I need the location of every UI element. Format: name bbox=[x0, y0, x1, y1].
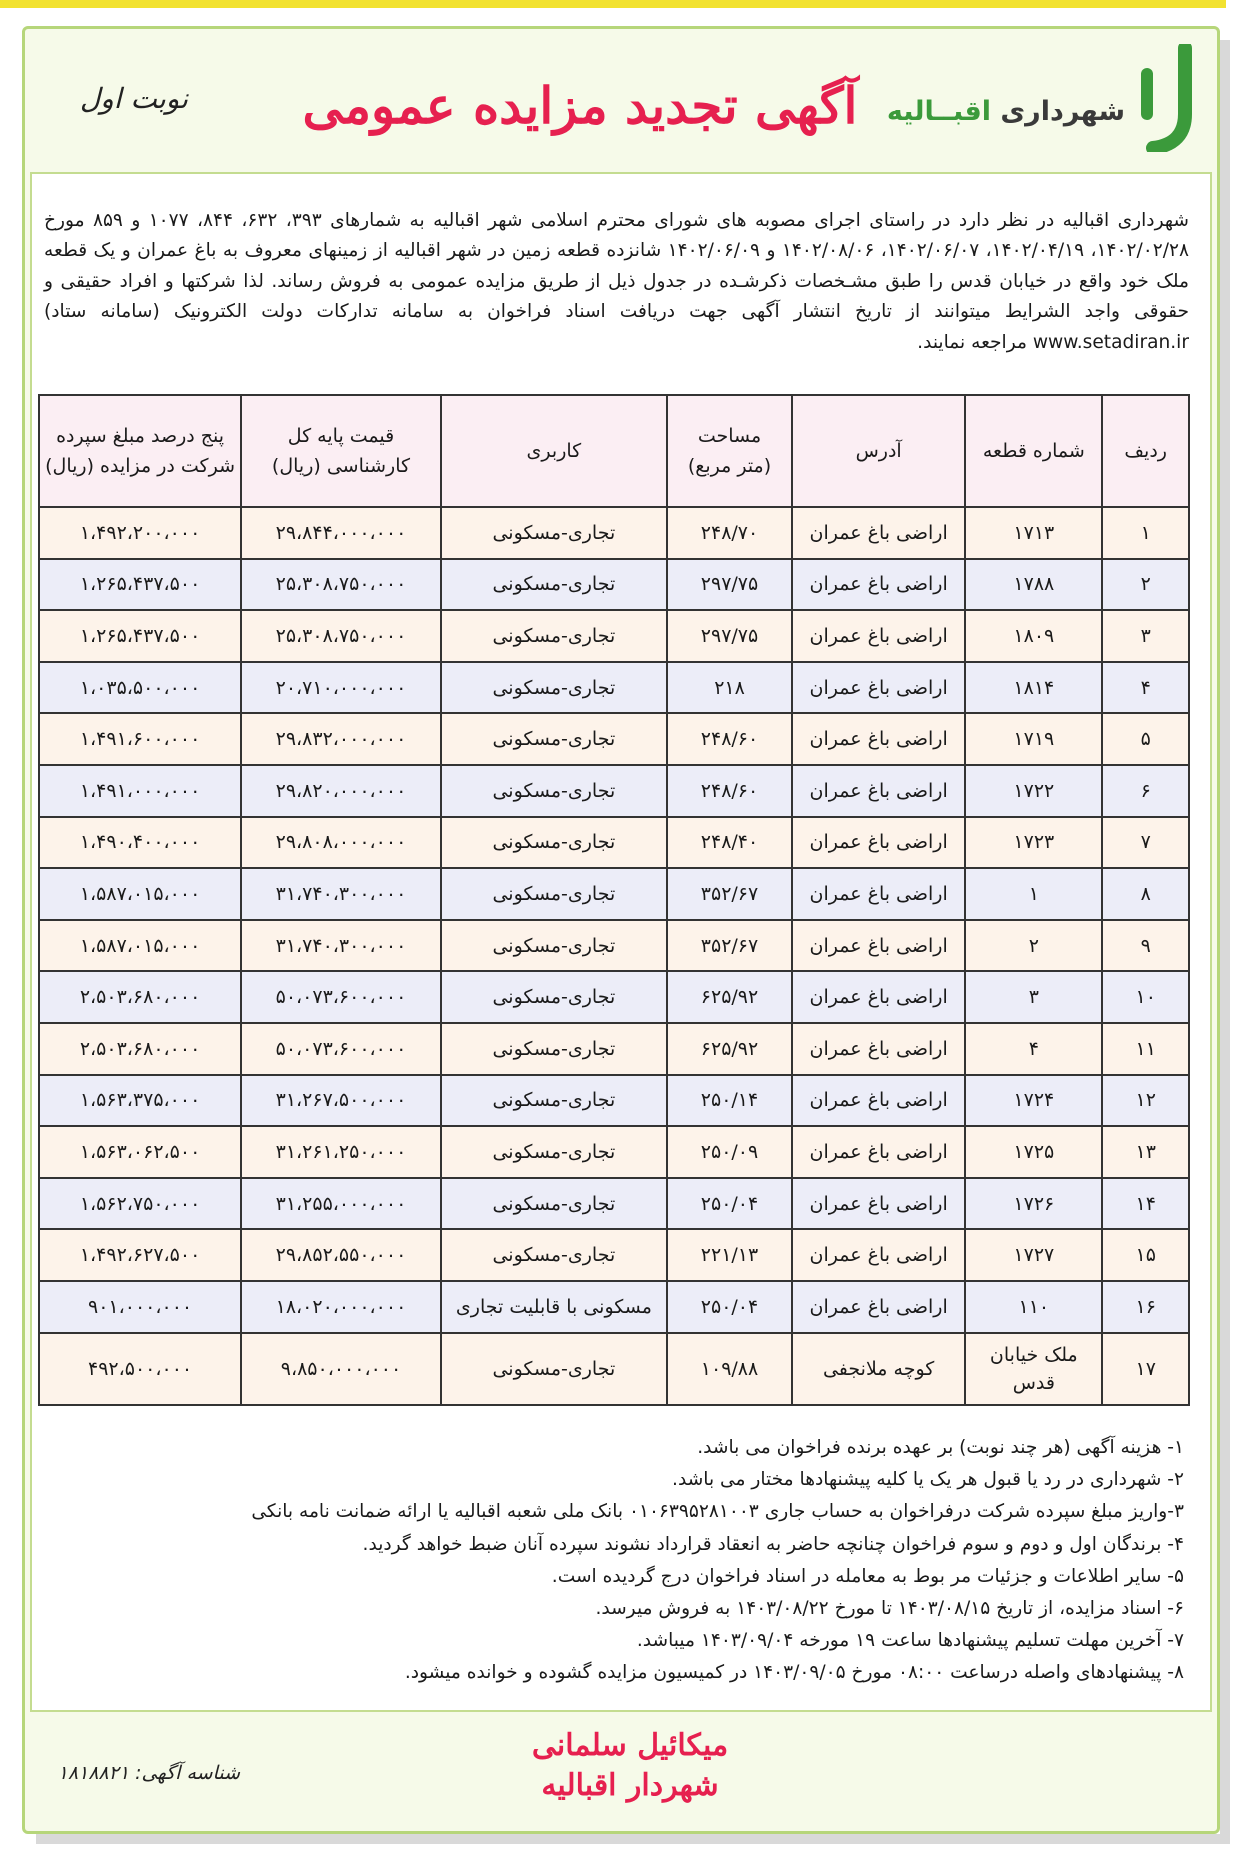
cell-deposit: ۲،۵۰۳،۶۸۰،۰۰۰ bbox=[39, 971, 241, 1023]
table-row bbox=[39, 868, 1189, 920]
table-row bbox=[39, 1023, 1189, 1075]
header-address: آدرس bbox=[792, 395, 965, 507]
cell-row: ۱۲ bbox=[1102, 1075, 1189, 1127]
cell-price: ۲۹،۸۴۴،۰۰۰،۰۰۰ bbox=[241, 507, 441, 559]
cell-row: ۸ bbox=[1102, 868, 1189, 920]
cell-plot: ۱۷۸۸ bbox=[965, 559, 1102, 611]
cell-deposit: ۱،۴۹۱،۶۰۰،۰۰۰ bbox=[39, 713, 241, 765]
cell-price: ۳۱،۲۶۷،۵۰۰،۰۰۰ bbox=[241, 1075, 441, 1127]
cell-deposit: ۲،۵۰۳،۶۸۰،۰۰۰ bbox=[39, 1023, 241, 1075]
cell-usage: تجاری-مسکونی bbox=[441, 1229, 667, 1281]
table-row bbox=[39, 662, 1189, 714]
cell-usage: تجاری-مسکونی bbox=[441, 765, 667, 817]
cell-price: ۹،۸۵۰،۰۰۰،۰۰۰ bbox=[241, 1333, 441, 1405]
cell-address: اراضی باغ عمران bbox=[792, 1075, 965, 1127]
cell-address: اراضی باغ عمران bbox=[792, 1023, 965, 1075]
frame-shadow-bottom bbox=[36, 1834, 1230, 1844]
header-deposit-line1: پنج درصد مبلغ سپرده bbox=[56, 425, 225, 447]
table-row bbox=[39, 1333, 1189, 1405]
municipality-label: شهرداری bbox=[1000, 96, 1125, 127]
cell-row: ۴ bbox=[1102, 662, 1189, 714]
cell-price: ۳۱،۷۴۰،۳۰۰،۰۰۰ bbox=[241, 920, 441, 972]
cell-price: ۵۰،۰۷۳،۶۰۰،۰۰۰ bbox=[241, 971, 441, 1023]
cell-area: ۲۹۷/۷۵ bbox=[667, 610, 792, 662]
cell-area: ۲۱۸ bbox=[667, 662, 792, 714]
cell-price: ۲۹،۸۰۸،۰۰۰،۰۰۰ bbox=[241, 817, 441, 869]
cell-area: ۲۵۰/۰۹ bbox=[667, 1126, 792, 1178]
cell-plot: ۱۷۲۲ bbox=[965, 765, 1102, 817]
header-usage: کاربری bbox=[441, 395, 667, 507]
table-row bbox=[39, 1075, 1189, 1127]
cell-plot: ۱۸۱۴ bbox=[965, 662, 1102, 714]
cell-price: ۵۰،۰۷۳،۶۰۰،۰۰۰ bbox=[241, 1023, 441, 1075]
cell-row: ۱۰ bbox=[1102, 971, 1189, 1023]
cell-area: ۲۴۸/۶۰ bbox=[667, 765, 792, 817]
cell-price: ۱۸،۰۲۰،۰۰۰،۰۰۰ bbox=[241, 1281, 441, 1333]
cell-price: ۳۱،۷۴۰،۳۰۰،۰۰۰ bbox=[241, 868, 441, 920]
note-item: ۷- آخرین مهلت تسلیم پیشنهادها ساعت ۱۹ مورخه ۱۴۰۳/۰۹/۰۴ میباشد. bbox=[636, 1630, 1184, 1652]
top-yellow-bar bbox=[0, 0, 1226, 8]
cell-area: ۲۹۷/۷۵ bbox=[667, 559, 792, 611]
cell-deposit: ۱،۰۳۵،۵۰۰،۰۰۰ bbox=[39, 662, 241, 714]
header-area-line2: (متر مربع) bbox=[687, 455, 772, 477]
cell-row: ۳ bbox=[1102, 610, 1189, 662]
cell-plot: ۱۸۰۹ bbox=[965, 610, 1102, 662]
round-label: نوبت اول bbox=[79, 82, 188, 115]
notes-list bbox=[44, 1432, 1184, 1690]
table-row bbox=[39, 920, 1189, 972]
table-row bbox=[39, 817, 1189, 869]
header-price-line1: قیمت پایه کل bbox=[287, 425, 395, 447]
cell-area: ۲۴۸/۶۰ bbox=[667, 713, 792, 765]
cell-plot: ۱۷۲۳ bbox=[965, 817, 1102, 869]
header-deposit-line2: شرکت در مزایده (ریال) bbox=[45, 455, 236, 477]
table-row bbox=[39, 507, 1189, 559]
cell-address: اراضی باغ عمران bbox=[792, 610, 965, 662]
cell-row: ۱۶ bbox=[1102, 1281, 1189, 1333]
table-row bbox=[39, 713, 1189, 765]
cell-row: ۹ bbox=[1102, 920, 1189, 972]
cell-row: ۱۵ bbox=[1102, 1229, 1189, 1281]
auction-table bbox=[38, 394, 1190, 1406]
cell-deposit: ۴۹۲،۵۰۰،۰۰۰ bbox=[39, 1333, 241, 1405]
cell-usage: تجاری-مسکونی bbox=[441, 1333, 667, 1405]
table-body bbox=[39, 507, 1189, 1405]
cell-address: اراضی باغ عمران bbox=[792, 868, 965, 920]
signer-title: شهردار اقبالیه bbox=[541, 1768, 719, 1803]
cell-address: اراضی باغ عمران bbox=[792, 1281, 965, 1333]
note-item: ۶- اسناد مزایده، از تاریخ ۱۴۰۳/۰۸/۱۵ تا مورخ ۱۴۰۳/۰۸/۲۲ به فروش میرسد. bbox=[595, 1598, 1184, 1620]
cell-address: اراضی باغ عمران bbox=[792, 1229, 965, 1281]
cell-row: ۶ bbox=[1102, 765, 1189, 817]
note-item: ۵- سایر اطلاعات و جزئیات مر بوط به معامله در اسناد فراخوان درج گردیده است. bbox=[551, 1565, 1184, 1587]
cell-price: ۲۰،۷۱۰،۰۰۰،۰۰۰ bbox=[241, 662, 441, 714]
cell-area: ۲۵۰/۱۴ bbox=[667, 1075, 792, 1127]
cell-address: اراضی باغ عمران bbox=[792, 817, 965, 869]
note-item: ۸- پیشنهادهای واصله درساعت ۰۸:۰۰ مورخ ۱۴۰۳/۰۹/۰۵ در کمیسیون مزایده گشوده و خوانده میشود. bbox=[404, 1662, 1184, 1684]
cell-deposit: ۱،۲۶۵،۴۳۷،۵۰۰ bbox=[39, 610, 241, 662]
cell-usage: تجاری-مسکونی bbox=[441, 507, 667, 559]
cell-deposit: ۹۰۱،۰۰۰،۰۰۰ bbox=[39, 1281, 241, 1333]
municipality-name bbox=[886, 96, 1125, 127]
cell-price: ۳۱،۲۵۵،۰۰۰،۰۰۰ bbox=[241, 1178, 441, 1230]
cell-plot: ۱۷۲۵ bbox=[965, 1126, 1102, 1178]
cell-deposit: ۱،۴۹۲،۲۰۰،۰۰۰ bbox=[39, 507, 241, 559]
cell-price: ۲۹،۸۲۰،۰۰۰،۰۰۰ bbox=[241, 765, 441, 817]
cell-row: ۱۴ bbox=[1102, 1178, 1189, 1230]
cell-usage: تجاری-مسکونی bbox=[441, 713, 667, 765]
cell-deposit: ۱،۵۸۷،۰۱۵،۰۰۰ bbox=[39, 868, 241, 920]
cell-area: ۳۵۲/۶۷ bbox=[667, 920, 792, 972]
municipality-logo-icon bbox=[1133, 44, 1205, 152]
cell-plot: ۱۷۲۷ bbox=[965, 1229, 1102, 1281]
note-item: ۱- هزینه آگهی (هر چند نوبت) بر عهده برنده فراخوان می باشد. bbox=[697, 1437, 1184, 1458]
cell-price: ۲۹،۸۵۲،۵۵۰،۰۰۰ bbox=[241, 1229, 441, 1281]
cell-plot: ۴ bbox=[965, 1023, 1102, 1075]
header-area-line1: مساحت bbox=[697, 425, 762, 447]
cell-address: اراضی باغ عمران bbox=[792, 765, 965, 817]
header-base-price bbox=[241, 395, 441, 507]
cell-deposit: ۱،۵۶۲،۷۵۰،۰۰۰ bbox=[39, 1178, 241, 1230]
cell-plot: ۳ bbox=[965, 971, 1102, 1023]
ad-id: شناسه آگهی: ۱۸۱۸۸۲۱ bbox=[57, 1762, 240, 1784]
cell-area: ۱۰۹/۸۸ bbox=[667, 1333, 792, 1405]
table-row bbox=[39, 559, 1189, 611]
cell-address: اراضی باغ عمران bbox=[792, 559, 965, 611]
header-area bbox=[667, 395, 792, 507]
cell-row: ۲ bbox=[1102, 559, 1189, 611]
cell-area: ۲۵۰/۰۴ bbox=[667, 1178, 792, 1230]
table-row bbox=[39, 1229, 1189, 1281]
table-row bbox=[39, 971, 1189, 1023]
cell-price: ۲۵،۳۰۸،۷۵۰،۰۰۰ bbox=[241, 610, 441, 662]
note-item: ۴- برندگان اول و دوم و سوم فراخوان چنانچه حاضر به انعقاد قرارداد نشوند سپرده آنان ضبط خواهد گردید. bbox=[362, 1533, 1184, 1555]
cell-usage: تجاری-مسکونی bbox=[441, 559, 667, 611]
header-row-number: ردیف bbox=[1102, 395, 1189, 507]
cell-usage: تجاری-مسکونی bbox=[441, 920, 667, 972]
cell-address: اراضی باغ عمران bbox=[792, 1126, 965, 1178]
signer-name: میکائیل سلمانی bbox=[531, 1728, 729, 1763]
cell-price: ۲۵،۳۰۸،۷۵۰،۰۰۰ bbox=[241, 559, 441, 611]
table-row bbox=[39, 765, 1189, 817]
cell-area: ۶۲۵/۹۲ bbox=[667, 1023, 792, 1075]
cell-deposit: ۱،۴۹۱،۰۰۰،۰۰۰ bbox=[39, 765, 241, 817]
signer-block bbox=[460, 1726, 800, 1806]
cell-area: ۲۴۸/۴۰ bbox=[667, 817, 792, 869]
cell-deposit: ۱،۴۹۲،۶۲۷،۵۰۰ bbox=[39, 1229, 241, 1281]
table-header-row bbox=[39, 395, 1189, 507]
header-price-line2: کارشناسی (ریال) bbox=[271, 455, 411, 477]
cell-deposit: ۱،۵۸۷،۰۱۵،۰۰۰ bbox=[39, 920, 241, 972]
cell-usage: تجاری-مسکونی bbox=[441, 1075, 667, 1127]
cell-row: ۵ bbox=[1102, 713, 1189, 765]
cell-plot: ۱۷۲۶ bbox=[965, 1178, 1102, 1230]
cell-usage: مسکونی با قابلیت تجاری bbox=[441, 1281, 667, 1333]
header-deposit bbox=[39, 395, 241, 507]
cell-address: اراضی باغ عمران bbox=[792, 971, 965, 1023]
cell-row: ۷ bbox=[1102, 817, 1189, 869]
cell-address: اراضی باغ عمران bbox=[792, 920, 965, 972]
note-item: ۳-واریز مبلغ سپرده شرکت درفراخوان به حساب جاری ۰۱۰۶۳۹۵۲۸۱۰۰۳ بانک ملی شعبه اقبالیه یا ارائه ضمانت نامه بانکی bbox=[251, 1501, 1184, 1523]
cell-area: ۲۲۱/۱۳ bbox=[667, 1229, 792, 1281]
cell-plot: ۱۷۱۹ bbox=[965, 713, 1102, 765]
cell-deposit: ۱،۲۶۵،۴۳۷،۵۰۰ bbox=[39, 559, 241, 611]
table-row bbox=[39, 610, 1189, 662]
table-row bbox=[39, 1281, 1189, 1333]
note-item: ۲- شهرداری در رد یا قبول هر یک یا کلیه پیشنهادها مختار می باشد. bbox=[672, 1469, 1184, 1491]
cell-address: کوچه ملانجفی bbox=[792, 1333, 965, 1405]
cell-price: ۳۱،۲۶۱،۲۵۰،۰۰۰ bbox=[241, 1126, 441, 1178]
municipality-city: اقبــالیه bbox=[886, 96, 992, 127]
cell-plot: ۲ bbox=[965, 920, 1102, 972]
cell-area: ۲۵۰/۰۴ bbox=[667, 1281, 792, 1333]
cell-deposit: ۱،۵۶۳،۳۷۵،۰۰۰ bbox=[39, 1075, 241, 1127]
intro-paragraph: شهرداری اقبالیه در نظر دارد در راستای اجرای مصوبه های شورای محترم اسلامی شهر اقبالیه به شمارهای ۳۹۳، ۶۳۲، ۸۴۴، ۱۰۷۷ و ۸۵۹ مورخ ۱۴۰۲/۰۲/۲۸، ۱۴۰۲/۰۴/۱۹، ۱۴۰۲/۰۶/۰۷، ۱۴۰۲/۰۸/۰۶ و ۱۴۰۲/۰۶/۰۹ شانزده قطعه زمین در شهر اقبالیه از زمینهای معروف به باغ عمران و یک قطعه ملک خود واقع در خیابان قدس را طبق مشـخصات ذکرشـده در جدول ذیل از طریق مزایده عمومی به فروش رساند. لذا شرکتها و افراد حقیقی و حقوقی واجد الشرایط میتوانند از تاریخ انتشار آگهی جهت دریافت اسناد فراخوان به سامانه تدارکات دولت الکترونیک (سامانه ستاد) www.setadiran.ir مراجعه نمایند. bbox=[44, 210, 1189, 353]
notice-title: آگهی تجدید مزایده عمومی bbox=[302, 76, 858, 135]
cell-row: ۱ bbox=[1102, 507, 1189, 559]
header-plot-number: شماره قطعه bbox=[965, 395, 1102, 507]
cell-usage: تجاری-مسکونی bbox=[441, 610, 667, 662]
table-row bbox=[39, 1126, 1189, 1178]
cell-usage: تجاری-مسکونی bbox=[441, 1126, 667, 1178]
cell-address: اراضی باغ عمران bbox=[792, 507, 965, 559]
cell-plot: ۱۷۱۳ bbox=[965, 507, 1102, 559]
cell-row: ۱۱ bbox=[1102, 1023, 1189, 1075]
cell-usage: تجاری-مسکونی bbox=[441, 662, 667, 714]
cell-deposit: ۱،۴۹۰،۴۰۰،۰۰۰ bbox=[39, 817, 241, 869]
cell-usage: تجاری-مسکونی bbox=[441, 1178, 667, 1230]
cell-address: اراضی باغ عمران bbox=[792, 1178, 965, 1230]
cell-usage: تجاری-مسکونی bbox=[441, 868, 667, 920]
cell-plot: ۱۷۲۴ bbox=[965, 1075, 1102, 1127]
cell-usage: تجاری-مسکونی bbox=[441, 1023, 667, 1075]
cell-price: ۲۹،۸۳۲،۰۰۰،۰۰۰ bbox=[241, 713, 441, 765]
cell-area: ۲۴۸/۷۰ bbox=[667, 507, 792, 559]
cell-area: ۳۵۲/۶۷ bbox=[667, 868, 792, 920]
table-row bbox=[39, 1178, 1189, 1230]
cell-plot: ملک خیابان قدس bbox=[965, 1333, 1102, 1405]
cell-deposit: ۱،۵۶۳،۰۶۲،۵۰۰ bbox=[39, 1126, 241, 1178]
frame-shadow-right bbox=[1220, 40, 1230, 1836]
cell-usage: تجاری-مسکونی bbox=[441, 971, 667, 1023]
cell-area: ۶۲۵/۹۲ bbox=[667, 971, 792, 1023]
cell-row: ۱۷ bbox=[1102, 1333, 1189, 1405]
cell-row: ۱۳ bbox=[1102, 1126, 1189, 1178]
cell-plot: ۱ bbox=[965, 868, 1102, 920]
cell-address: اراضی باغ عمران bbox=[792, 713, 965, 765]
cell-plot: ۱۱۰ bbox=[965, 1281, 1102, 1333]
cell-usage: تجاری-مسکونی bbox=[441, 817, 667, 869]
cell-address: اراضی باغ عمران bbox=[792, 662, 965, 714]
